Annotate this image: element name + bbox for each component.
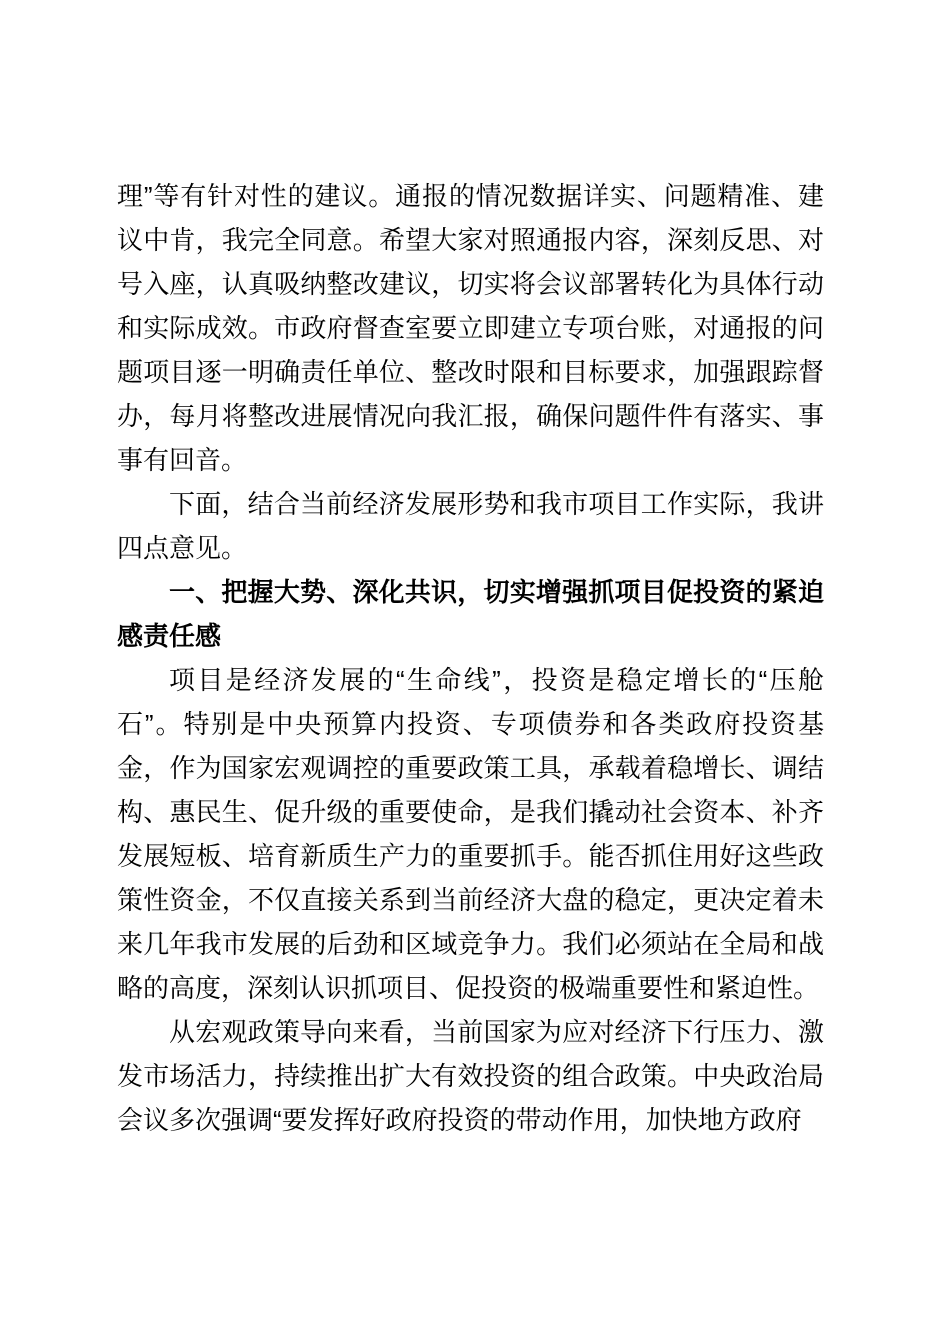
body-paragraph: 下面，结合当前经济发展形势和我市项目工作实际，我讲四点意见。 <box>117 489 824 563</box>
body-paragraph: 项目是经济发展的“生命线”，投资是稳定增长的“压舱石”。特别是中央预算内投资、专项债券和各类政府投资基金，作为国家宏观调控的重要政策工具，承载着稳增长、调结构、惠民生、促升级的重要使命，是我们撬动社会资本、补齐发展短板、培育新质生产力的重要抓手。能否抓住用好这些政策性资金，不仅直接关系到当前经济大盘的稳定，更决定着未来几年我市发展的后劲和区域竞争力。我们必须站在全局和战略的高度，深刻认识抓项目、促投资的极端重要性和紧迫性。 <box>117 665 824 1003</box>
body-paragraph: 理”等有针对性的建议。通报的情况数据详实、问题精准、建议中肯，我完全同意。希望大家对照通报内容，深刻反思、对号入座，认真吸纳整改建议，切实将会议部署转化为具体行动和实际成效。市政府督查室要立即建立专项台账，对通报的问题项目逐一明确责任单位、整改时限和目标要求，加强跟踪督办，每月将整改进展情况向我汇报，确保问题件件有落实、事事有回音。 <box>117 181 824 475</box>
body-paragraph: 从宏观政策导向来看，当前国家为应对经济下行压力、激发市场活力，持续推出扩大有效投资的组合政策。中央政治局会议多次强调“要发挥好政府投资的带动作用，加快地方政府 <box>117 1017 824 1135</box>
section-heading: 一、把握大势、深化共识，切实增强抓项目促投资的紧迫感责任感 <box>117 577 824 651</box>
document-text-area <box>117 174 824 1142</box>
